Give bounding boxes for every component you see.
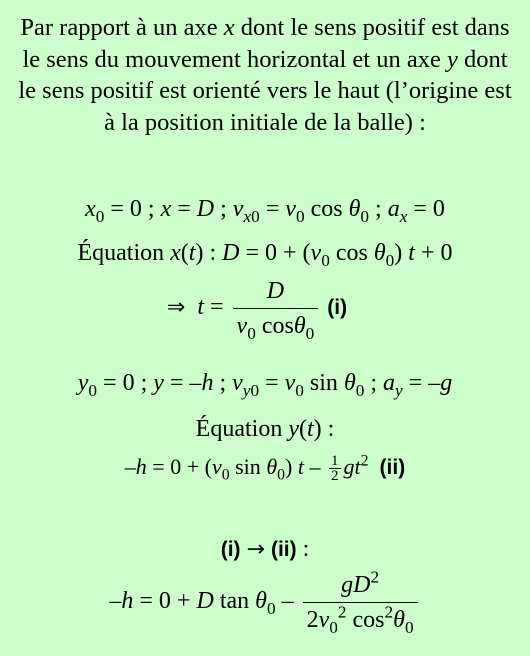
t-fraction: $\frac{D}{v_0 \cos\theta_0}$: [233, 276, 319, 341]
intro-text-3: dont le sens positif est orienté vers le haut (l’origine est à la position initiale de la balle) :: [18, 45, 512, 136]
ref-i-label: (i): [327, 296, 348, 320]
t-solution-line: ⇒ t = $\frac{D}{v_0 \cos\theta_0}$ (i): [166, 278, 348, 344]
intro-text-1: Par rapport à un axe: [20, 14, 224, 41]
ref-ii-label: (ii): [379, 456, 406, 479]
final-equation-line: –h = 0 + D $\tan \theta_0$ – $\frac{gD^2}{2v_0^2 \cos^2\theta_0}$: [0, 570, 530, 635]
x-conditions-line: $x_0 = 0$ ; x = D ; $v_{x0} = v_0$ $\cos \theta_0$ ; $a_x = 0$: [85, 196, 445, 227]
intro-var-y: y: [447, 45, 458, 73]
combine-to-label: (ii): [270, 538, 297, 561]
y-equation-title: Équation y(t) :: [195, 416, 335, 442]
y-equation-line: $-h = 0 + (v_0$ $\sin \theta_0$) t – $\frac{1}{2}$ $gt^2$ (ii): [124, 452, 406, 485]
final-fraction: $\frac{gD^2}{2v_0^2 \cos^2\theta_0}$: [303, 570, 418, 635]
combination-line: [0, 534, 530, 565]
implies-icon: ⇒: [166, 295, 186, 321]
x-equation-line: Équation x(t) : $D = 0 + (v_0$ $\cos \theta_0$) t + 0: [77, 240, 453, 271]
combine-colon: :: [302, 536, 310, 562]
combine-from-label: (i): [220, 538, 241, 561]
intro-text-2: dont le sens positif est dans le sens du mouvement horizontal et un axe: [22, 14, 510, 73]
intro-var-x: x: [223, 14, 235, 41]
half-fraction: $\frac{1}{2}$: [331, 453, 339, 485]
intro-paragraph: [14, 12, 516, 138]
y-conditions-line: $y_0 = 0$ ; y = –h ; $v_{y0} = v_0$ $\sin \theta_0$ ; $a_y = -g$: [77, 370, 453, 401]
right-arrow-icon: →: [246, 537, 265, 562]
